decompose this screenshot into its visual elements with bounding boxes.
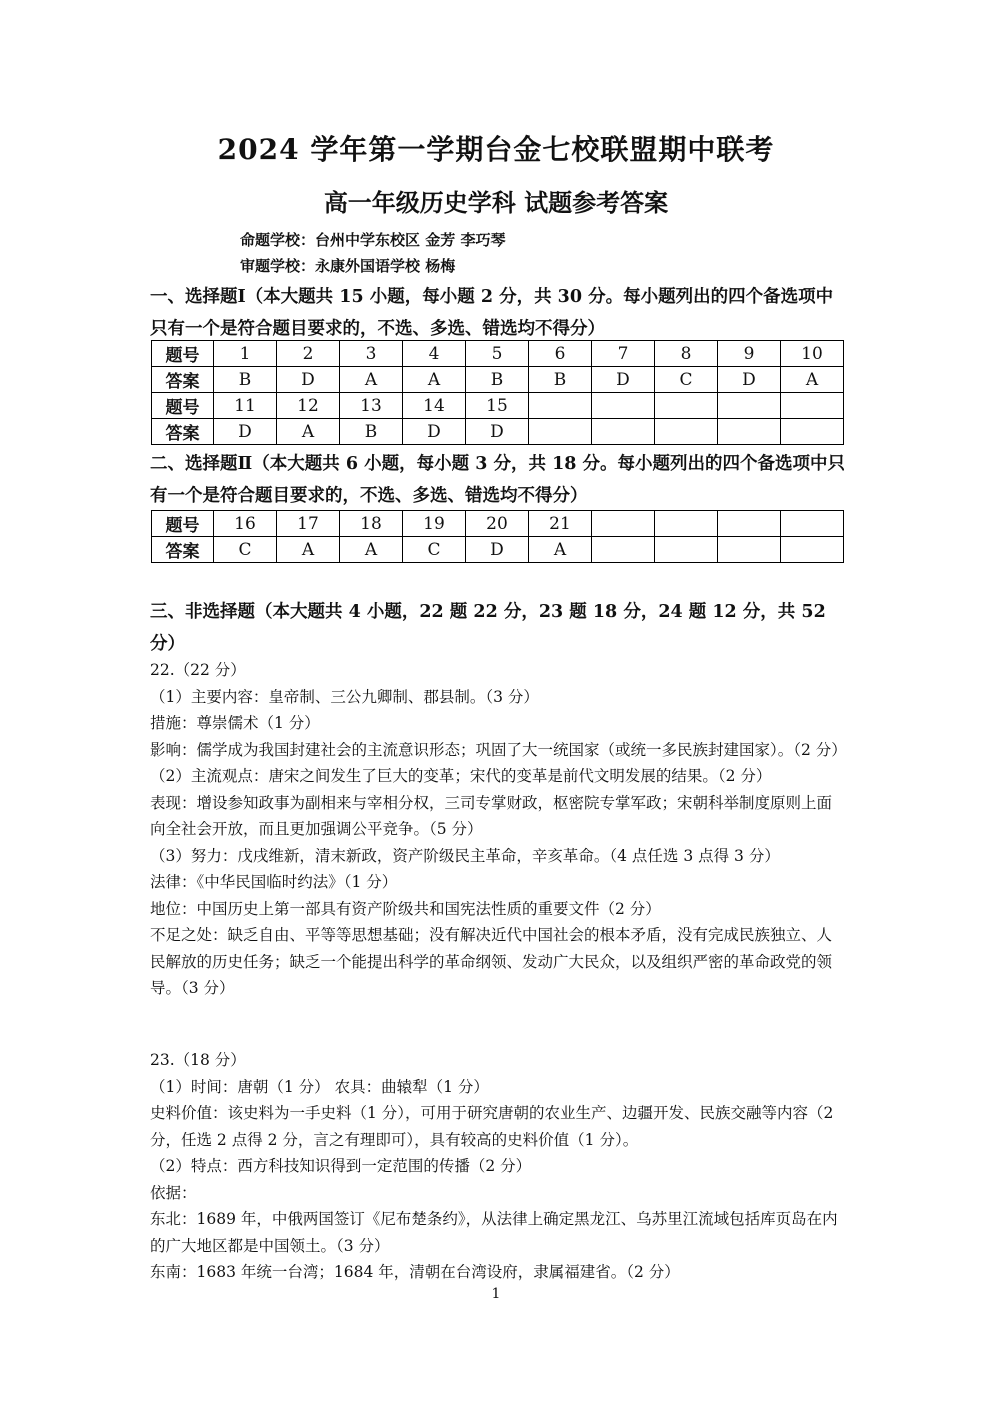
- table-row: [152, 393, 844, 419]
- answer-cell: D: [592, 367, 655, 393]
- page-title: 2024 学年第一学期台金七校联盟期中联考: [217, 133, 775, 166]
- answer-cell: D: [718, 367, 781, 393]
- answer-line: 法律：《中华民国临时约法》（1 分）: [150, 873, 398, 891]
- empty-cell: [592, 419, 655, 445]
- q22-answers: [150, 657, 845, 1002]
- table-row: [152, 367, 844, 393]
- reviewer-line: 审题学校：永康外国语学校 杨梅: [240, 257, 456, 275]
- table-row: [152, 537, 844, 563]
- question-number: 21: [529, 511, 592, 537]
- answer-line: （1）时间：唐朝（1 分） 农具：曲辕犁（1 分）: [150, 1077, 489, 1096]
- answer-line: 不足之处：缺乏自由、平等等思想基础；没有解决近代中国社会的根本矛盾，没有完成民族独立、人民解放的历史任务；缺乏一个能提出科学的革命纲领、发动广大民众，以及组织严密的革命政党的领导。（3 分）: [150, 926, 833, 997]
- question-number: 20: [466, 511, 529, 537]
- answer-cell: C: [655, 367, 718, 393]
- row-label-question: 题号: [152, 393, 214, 419]
- answer-cell: D: [214, 419, 277, 445]
- table-row: [152, 511, 844, 537]
- row-label-question: 题号: [152, 341, 214, 367]
- row-label-question: 题号: [152, 511, 214, 537]
- question-number: 1: [214, 341, 277, 367]
- answer-cell: A: [340, 537, 403, 563]
- empty-cell: [655, 419, 718, 445]
- question-number: 5: [466, 341, 529, 367]
- empty-cell: [529, 393, 592, 419]
- section2-heading: 二、选择题Ⅱ（本大题共 6 小题，每小题 3 分，共 18 分。每小题列出的四个备选项中只有一个是符合题目要求的，不选、多选、错选均不得分）: [150, 454, 846, 506]
- answer-cell: D: [466, 537, 529, 563]
- answer-cell: A: [529, 537, 592, 563]
- question-number: 11: [214, 393, 277, 419]
- answer-cell: C: [214, 537, 277, 563]
- page-subtitle: 高一年级历史学科 试题参考答案: [323, 188, 669, 217]
- empty-cell: [718, 419, 781, 445]
- row-label-answer: 答案: [152, 537, 214, 563]
- answer-line: 史料价值：该史料为一手史料（1 分），可用于研究唐朝的农业生产、边疆开发、民族交融等内容（2 分，任选 2 点得 2 分，言之有理即可），具有较高的史料价值（1 分）。: [150, 1104, 834, 1149]
- section2-answer-table: [151, 510, 844, 563]
- answer-line: 依据：: [150, 1183, 197, 1202]
- q23-answers: [150, 1047, 845, 1286]
- question-number: 13: [340, 393, 403, 419]
- answer-line: 影响：儒学成为我国封建社会的主流意识形态；巩固了大一统国家（或统一多民族封建国家）。（2 分）: [150, 740, 847, 759]
- empty-cell: [592, 537, 655, 563]
- empty-cell: [655, 537, 718, 563]
- answer-cell: A: [340, 367, 403, 393]
- empty-cell: [781, 393, 844, 419]
- question-number: 19: [403, 511, 466, 537]
- answer-line: （1）主要内容：皇帝制、三公九卿制、郡县制。（3 分）: [150, 687, 539, 706]
- answer-line: 23.（18 分）: [150, 1051, 246, 1069]
- answer-cell: A: [403, 367, 466, 393]
- question-number: 3: [340, 341, 403, 367]
- answer-line: 地位：中国历史上第一部具有资产阶级共和国宪法性质的重要文件（2 分）: [150, 899, 661, 918]
- section3-heading: 三、非选择题（本大题共 4 小题，22 题 22 分，23 题 18 分，24 题 12 分，共 52 分）: [150, 602, 826, 654]
- empty-cell: [592, 511, 655, 537]
- empty-cell: [655, 393, 718, 419]
- answer-line: （2）特点：西方科技知识得到一定范围的传播（2 分）: [150, 1157, 532, 1175]
- empty-cell: [781, 419, 844, 445]
- empty-cell: [781, 511, 844, 537]
- answer-line: 东南：1683 年统一台湾；1684 年，清朝在台湾设府，隶属福建省。（2 分）: [150, 1263, 680, 1281]
- answer-line: 措施：尊崇儒术（1 分）: [150, 714, 320, 732]
- row-label-answer: 答案: [152, 367, 214, 393]
- answer-cell: D: [277, 367, 340, 393]
- question-number: 7: [592, 341, 655, 367]
- question-number: 6: [529, 341, 592, 367]
- answer-cell: A: [781, 367, 844, 393]
- answer-line: 22.（22 分）: [150, 661, 246, 679]
- answer-cell: B: [340, 419, 403, 445]
- section1-answer-table: [151, 340, 844, 445]
- empty-cell: [592, 393, 655, 419]
- answer-cell: D: [466, 419, 529, 445]
- question-number: 18: [340, 511, 403, 537]
- answer-cell: B: [214, 367, 277, 393]
- question-number: 14: [403, 393, 466, 419]
- question-number: 15: [466, 393, 529, 419]
- question-number: 17: [277, 511, 340, 537]
- question-number: 2: [277, 341, 340, 367]
- setter-line: 命题学校：台州中学东校区 金芳 李巧琴: [240, 231, 506, 249]
- answer-cell: B: [466, 367, 529, 393]
- empty-cell: [718, 537, 781, 563]
- empty-cell: [781, 537, 844, 563]
- answer-cell: D: [403, 419, 466, 445]
- question-number: 10: [781, 341, 844, 367]
- question-number: 12: [277, 393, 340, 419]
- answer-line: （3）努力：戊戌维新，清末新政，资产阶级民主革命，辛亥革命。（4 点任选 3 点得 3 分）: [150, 846, 780, 865]
- answer-cell: A: [277, 419, 340, 445]
- empty-cell: [718, 393, 781, 419]
- row-label-answer: 答案: [152, 419, 214, 445]
- question-number: 8: [655, 341, 718, 367]
- section1-heading: 一、选择题Ⅰ（本大题共 15 小题，每小题 2 分，共 30 分。每小题列出的四个备选项中只有一个是符合题目要求的，不选、多选、错选均不得分）: [150, 287, 834, 339]
- question-number: 16: [214, 511, 277, 537]
- answer-cell: C: [403, 537, 466, 563]
- page-number: 1: [491, 1286, 501, 1302]
- answer-line: 东北：1689 年，中俄两国签订《尼布楚条约》，从法律上确定黑龙江、乌苏里江流域包括库页岛在内的广大地区都是中国领土。（3 分）: [150, 1210, 838, 1255]
- question-number: 4: [403, 341, 466, 367]
- table-row: [152, 419, 844, 445]
- answer-cell: A: [277, 537, 340, 563]
- empty-cell: [529, 419, 592, 445]
- empty-cell: [718, 511, 781, 537]
- table-row: [152, 341, 844, 367]
- answer-line: （2）主流观点：唐宋之间发生了巨大的变革；宋代的变革是前代文明发展的结果。（2 分）: [150, 767, 772, 785]
- answer-cell: B: [529, 367, 592, 393]
- empty-cell: [655, 511, 718, 537]
- answer-line: 表现：增设参知政事为副相来与宰相分权，三司专掌财政，枢密院专掌军政；宋朝科举制度原则上面向全社会开放，而且更加强调公平竞争。（5 分）: [150, 793, 833, 838]
- question-number: 9: [718, 341, 781, 367]
